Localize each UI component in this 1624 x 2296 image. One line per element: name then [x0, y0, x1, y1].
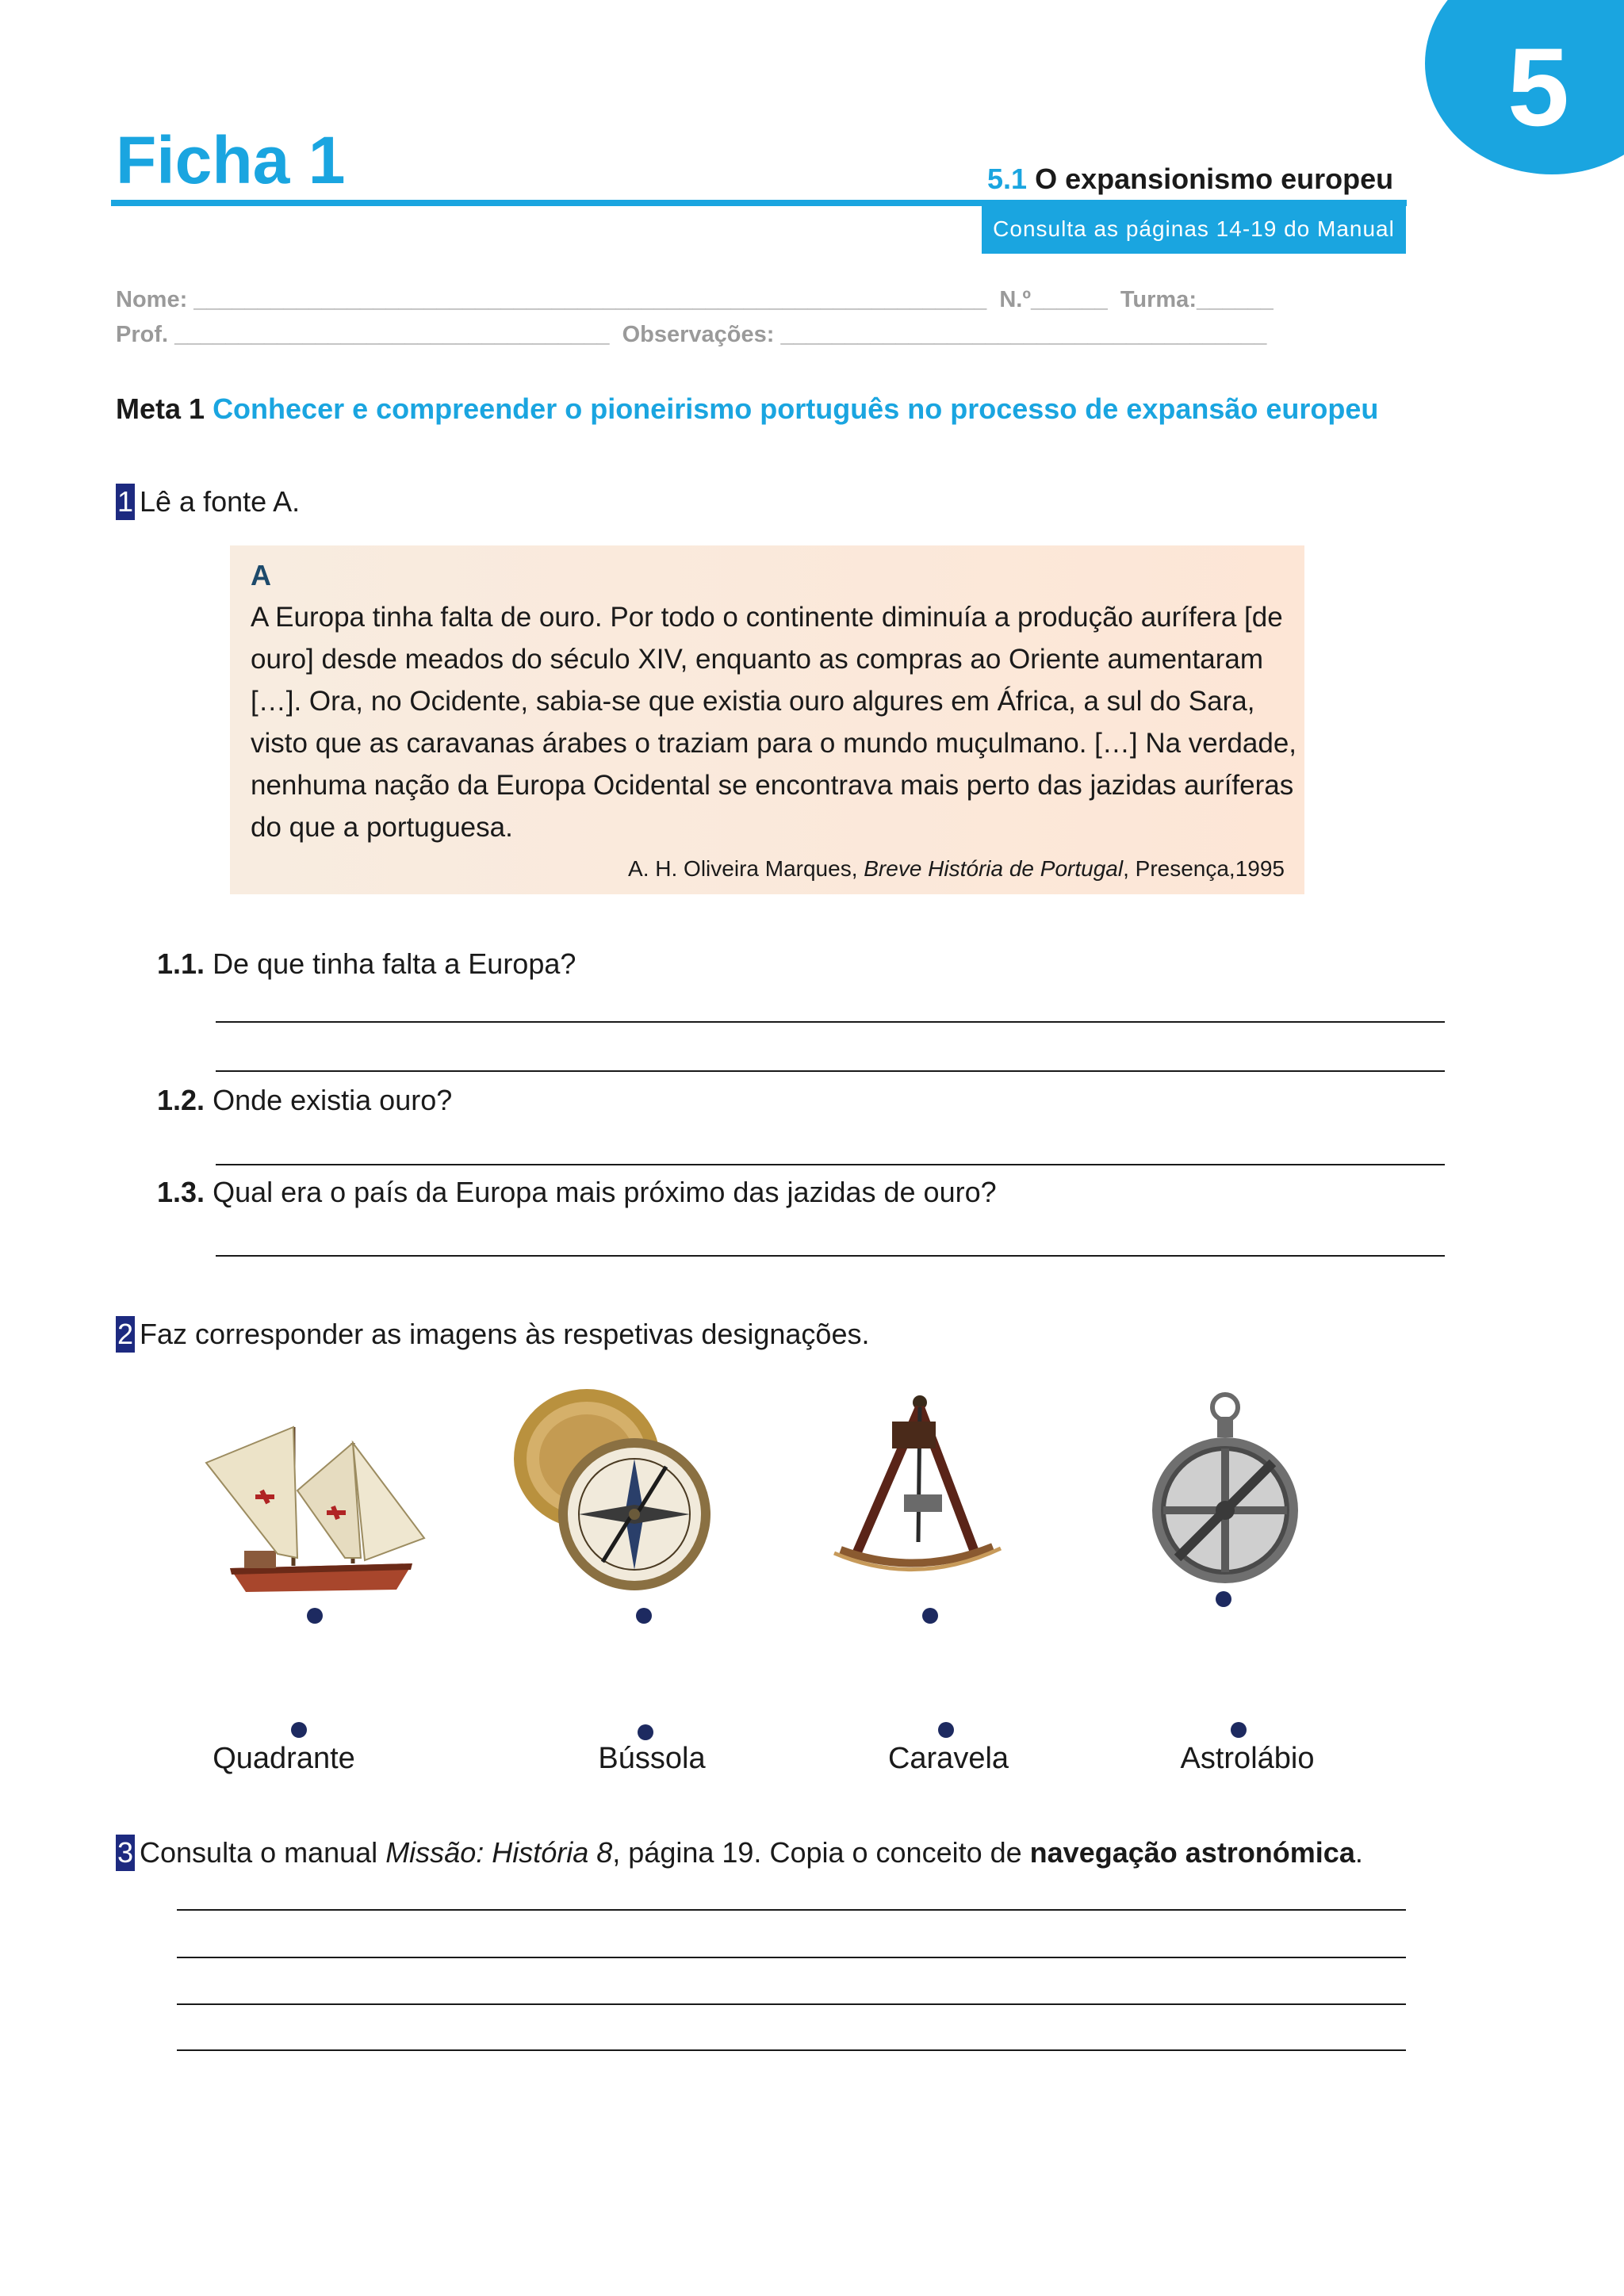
label-caravela: Caravela	[887, 1742, 1009, 1775]
answer-line[interactable]	[216, 1070, 1445, 1072]
question-1	[116, 484, 300, 520]
answer-line[interactable]	[216, 1164, 1445, 1165]
teacher-field-line[interactable]: Prof. __________________________________ Observações: ______________________________________	[116, 322, 1267, 347]
source-label: A	[251, 559, 271, 591]
concept-term: navegação astronómica	[1029, 1836, 1355, 1869]
manual-title: Missão: História 8	[385, 1836, 613, 1869]
citation-publisher: , Presença,1995	[1123, 856, 1285, 881]
chapter-number: 5	[1507, 25, 1569, 149]
answer-line[interactable]	[177, 2049, 1406, 2051]
subquestion-number: 1.1.	[157, 947, 205, 980]
question-number: 2	[116, 1316, 135, 1353]
label-quadrante: Quadrante	[213, 1742, 355, 1775]
label-match-dot[interactable]	[938, 1722, 954, 1738]
image-match-dot[interactable]	[636, 1608, 652, 1624]
subquestion-number: 1.2.	[157, 1084, 205, 1116]
answer-line[interactable]	[177, 1909, 1406, 1911]
question-prompt: Lê a fonte A.	[140, 485, 301, 518]
subquestion-1-1	[157, 947, 576, 981]
question-3	[116, 1835, 1363, 1871]
answer-line[interactable]	[216, 1255, 1445, 1257]
astrolabe-image	[1110, 1383, 1340, 1590]
label-match-dot[interactable]	[638, 1724, 653, 1740]
subquestion-number: 1.3.	[157, 1176, 205, 1208]
topic-heading	[987, 163, 1393, 196]
page-title: Ficha 1	[116, 123, 346, 197]
answer-line[interactable]	[216, 1021, 1445, 1023]
image-match-dot[interactable]	[307, 1608, 323, 1624]
subquestion-1-2	[157, 1084, 452, 1117]
subquestion-text: Onde existia ouro?	[213, 1084, 453, 1116]
question-number: 1	[116, 484, 135, 520]
goal-label: Meta 1	[116, 392, 205, 425]
topic-number: 5.1	[987, 163, 1028, 195]
label-bussola: Bússola	[598, 1742, 706, 1775]
citation-title: Breve História de Portugal	[864, 856, 1124, 881]
label-match-dot[interactable]	[1231, 1722, 1247, 1738]
label-astrolabio: Astrolábio	[1180, 1742, 1315, 1775]
goal-description: Conhecer e compreender o pioneirismo português no processo de expansão europeu	[213, 392, 1379, 425]
answer-line[interactable]	[177, 1957, 1406, 1958]
image-match-dot[interactable]	[922, 1608, 938, 1624]
subquestion-text: Qual era o país da Europa mais próximo das jazidas de ouro?	[213, 1176, 997, 1208]
citation-author: A. H. Oliveira Marques,	[628, 856, 864, 881]
manual-pages-note: Consulta as páginas 14-19 do Manual	[982, 205, 1406, 254]
name-field-line[interactable]: Nome: ______________________________________________________________ N.º______ Turma:______	[116, 287, 1274, 312]
label-match-dot[interactable]	[291, 1722, 307, 1738]
subquestion-text: De que tinha falta a Europa?	[213, 947, 576, 980]
source-text: A Europa tinha falta de ouro. Por todo o continente diminuía a produção aurífera [de ouro] desde meados do século XIV, enquanto as compras ao Oriente aumentaram […]. Ora, no Ocidente, sabia-se que existia ouro algures em África, a sul do Sara, visto que as caravanas árabes o traziam para o mundo muçulmano. […] Na verdade, nenhuma nação da Europa Ocidental se encontrava mais perto das jazidas auríferas do que a portuguesa.	[251, 602, 1297, 843]
goal-heading	[116, 392, 1378, 426]
question-prompt-middle: , página 19. Copia o conceito de	[612, 1836, 1030, 1869]
question-prompt-end: .	[1354, 1836, 1363, 1869]
subquestion-1-3	[157, 1176, 997, 1209]
caravel-image	[198, 1395, 428, 1601]
quadrant-image	[817, 1383, 1047, 1590]
question-2	[116, 1316, 869, 1353]
compass-image	[508, 1383, 737, 1590]
source-citation	[619, 856, 1285, 882]
topic-label: O expansionismo europeu	[1035, 163, 1394, 195]
question-number: 3	[116, 1835, 135, 1871]
image-match-dot[interactable]	[1216, 1591, 1231, 1607]
question-prompt: Faz corresponder as imagens às respetivas designações.	[140, 1318, 870, 1350]
question-prompt-start: Consulta o manual	[140, 1836, 386, 1869]
answer-line[interactable]	[177, 2003, 1406, 2005]
